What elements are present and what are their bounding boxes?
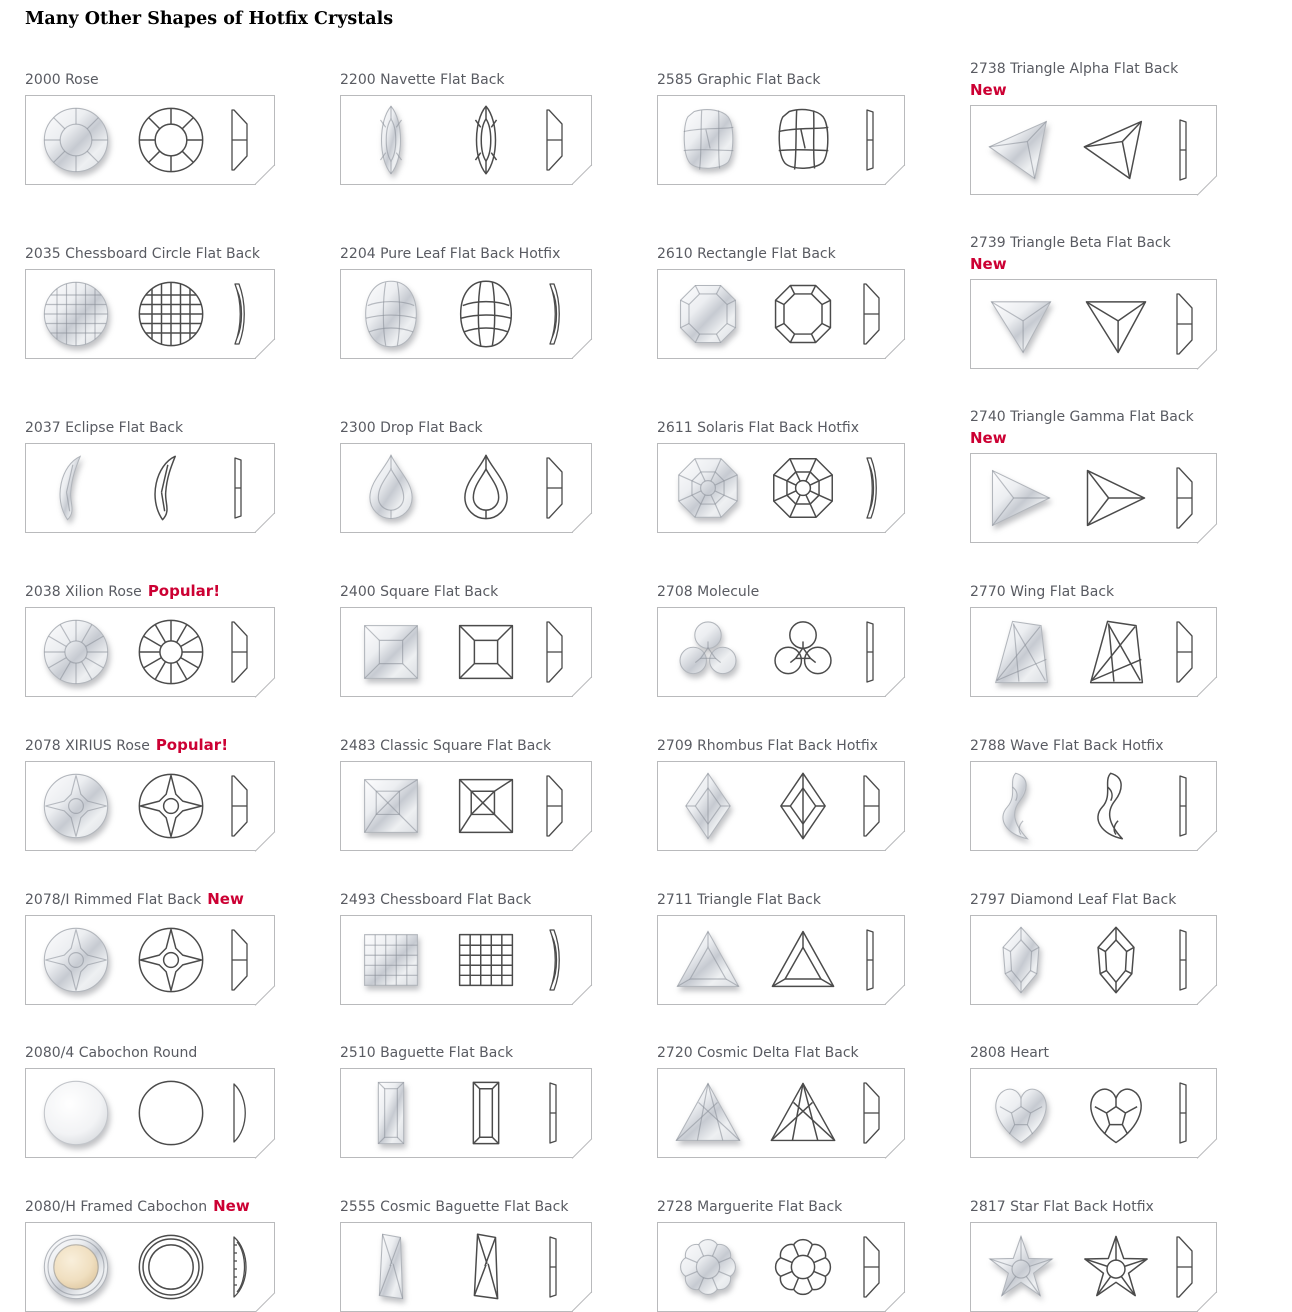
popular-badge: Popular! — [147, 582, 221, 600]
crystal-label — [970, 407, 1217, 449]
crystal-card — [25, 95, 275, 185]
crystal-item — [340, 736, 592, 851]
triangle-top-view-icon — [765, 922, 841, 998]
crystal-label — [970, 1197, 1217, 1218]
pure_leaf-photo-icon — [353, 276, 429, 352]
eclipse-side-view-icon — [224, 450, 254, 526]
crystal-label-text: 2610 Rectangle Flat Back — [657, 245, 836, 262]
rhombus-photo-icon — [670, 768, 746, 844]
xilion-photo-icon — [38, 614, 114, 690]
crystal-label-text: 2483 Classic Square Flat Back — [340, 737, 552, 754]
crystal-label — [970, 736, 1217, 757]
wave-photo-icon — [983, 768, 1059, 844]
triangle_gamma-side-view-icon — [1169, 460, 1199, 536]
xirius-top-view-icon — [133, 768, 209, 844]
crystal-label-text: 2510 Baguette Flat Back — [340, 1045, 514, 1061]
rose-top-view-icon — [133, 102, 209, 178]
crystal-item — [25, 418, 275, 533]
diamond_leaf-top-view-icon — [1078, 922, 1154, 998]
new-badge: New — [970, 255, 1007, 273]
baguette-side-view-icon — [539, 1075, 569, 1151]
crystal-item — [657, 1197, 905, 1312]
crystal-item — [970, 890, 1217, 1005]
xirius-top-view-icon — [133, 922, 209, 998]
triangle_gamma-photo-icon — [983, 460, 1059, 536]
diamond_leaf-side-view-icon — [1169, 922, 1199, 998]
crystal-item — [970, 582, 1217, 697]
crystal-label-text: 2400 Square Flat Back — [340, 583, 499, 600]
drop-photo-icon — [353, 450, 429, 526]
cosmic_delta-top-view-icon — [765, 1075, 841, 1151]
wing-side-view-icon — [1169, 614, 1199, 690]
crystal-card — [657, 915, 905, 1005]
framed_cabochon-photo-icon — [38, 1229, 114, 1305]
crystal-label — [340, 418, 592, 439]
crystal-item — [970, 736, 1217, 851]
crystal-card — [970, 453, 1217, 543]
new-badge: New — [970, 429, 1007, 447]
new-badge: New — [207, 890, 244, 908]
cosmic_baguette-top-view-icon — [448, 1229, 524, 1305]
drop-side-view-icon — [539, 450, 569, 526]
crystal-card — [340, 269, 592, 359]
xirius-photo-icon — [38, 922, 114, 998]
crystal-card — [25, 1068, 275, 1158]
molecule-top-view-icon — [765, 614, 841, 690]
crystal-item — [340, 1197, 592, 1312]
baguette-photo-icon — [353, 1075, 429, 1151]
crystal-item — [970, 1197, 1217, 1312]
crystal-label — [25, 70, 275, 91]
crystal-item — [657, 582, 905, 697]
heart-photo-icon — [983, 1075, 1059, 1151]
crystal-label — [970, 59, 1217, 101]
xirius-photo-icon — [38, 768, 114, 844]
crystal-item — [657, 418, 905, 533]
cosmic_baguette-photo-icon — [353, 1229, 429, 1305]
crystal-item — [970, 59, 1217, 195]
framed_cabochon-side-view-icon — [224, 1229, 254, 1305]
xirius-side-view-icon — [224, 768, 254, 844]
eclipse-photo-icon — [38, 450, 114, 526]
crystal-item — [25, 889, 275, 1005]
solaris-side-view-icon — [856, 450, 886, 526]
crystal-label — [657, 418, 905, 439]
crystal-item — [340, 70, 592, 185]
crystal-card — [970, 761, 1217, 851]
crystal-card — [340, 607, 592, 697]
crystal-label-text: 2078 XIRIUS Rose — [25, 738, 150, 754]
rhombus-top-view-icon — [765, 768, 841, 844]
triangle-photo-icon — [670, 922, 746, 998]
crystal-label — [340, 582, 592, 603]
crystal-label — [340, 890, 592, 911]
crystal-label-text: 2708 Molecule — [657, 583, 760, 600]
graphic-photo-icon — [670, 102, 746, 178]
crystal-label-text: 2817 Star Flat Back Hotfix — [970, 1198, 1154, 1215]
triangle_alpha-side-view-icon — [1169, 112, 1199, 188]
crystal-label-text: 2808 Heart — [970, 1045, 1050, 1061]
heart-side-view-icon — [1169, 1075, 1199, 1151]
crystal-item — [970, 1043, 1217, 1158]
crystal-label — [657, 1197, 905, 1218]
diamond_leaf-photo-icon — [983, 922, 1059, 998]
crystal-card — [657, 443, 905, 533]
new-badge: New — [970, 81, 1007, 99]
crystal-label-text: 2711 Triangle Flat Back — [657, 891, 821, 908]
crystal-card — [657, 1222, 905, 1312]
crystal-label — [657, 244, 905, 265]
crystal-item — [25, 581, 275, 697]
triangle_alpha-photo-icon — [983, 112, 1059, 188]
classic_square-side-view-icon — [539, 768, 569, 844]
solaris-photo-icon — [670, 450, 746, 526]
rectangle-top-view-icon — [765, 276, 841, 352]
eclipse-top-view-icon — [133, 450, 209, 526]
crystal-item — [340, 890, 592, 1005]
triangle_gamma-top-view-icon — [1078, 460, 1154, 536]
cabochon-top-view-icon — [133, 1075, 209, 1151]
crystal-label-text: 2788 Wave Flat Back Hotfix — [970, 737, 1164, 754]
crystal-item — [340, 418, 592, 533]
crystal-grid — [25, 59, 1292, 1312]
crystal-item — [657, 1043, 905, 1158]
crystal-card — [657, 1068, 905, 1158]
cosmic_delta-photo-icon — [670, 1075, 746, 1151]
crystal-label — [970, 582, 1217, 603]
chessboard_square-photo-icon — [353, 922, 429, 998]
navette-top-view-icon — [448, 102, 524, 178]
crystal-label-text: 2740 Triangle Gamma Flat Back — [970, 409, 1194, 425]
crystal-label-text: 2728 Marguerite Flat Back — [657, 1198, 843, 1215]
chessboard_circle-top-view-icon — [133, 276, 209, 352]
pure_leaf-top-view-icon — [448, 276, 524, 352]
marguerite-side-view-icon — [856, 1229, 886, 1305]
rhombus-side-view-icon — [856, 768, 886, 844]
crystal-item — [340, 1043, 592, 1158]
star-photo-icon — [983, 1229, 1059, 1305]
crystal-card — [970, 105, 1217, 195]
crystal-card — [340, 761, 592, 851]
crystal-item — [970, 407, 1217, 543]
crystal-label-text: 2709 Rhombus Flat Back Hotfix — [657, 737, 878, 754]
crystal-label — [657, 890, 905, 911]
crystal-item — [25, 244, 275, 359]
crystal-label-text: 2080/H Framed Cabochon — [25, 1199, 208, 1215]
crystal-item — [25, 735, 275, 851]
crystal-card — [340, 1068, 592, 1158]
xilion-side-view-icon — [224, 614, 254, 690]
crystal-card — [340, 915, 592, 1005]
triangle_beta-side-view-icon — [1169, 286, 1199, 362]
crystal-card — [657, 269, 905, 359]
crystal-label — [970, 1043, 1217, 1064]
molecule-side-view-icon — [856, 614, 886, 690]
crystal-label — [970, 890, 1217, 911]
crystal-card — [25, 443, 275, 533]
triangle_alpha-top-view-icon — [1078, 112, 1154, 188]
crystal-card — [970, 1222, 1217, 1312]
cabochon-side-view-icon — [224, 1075, 254, 1151]
wave-top-view-icon — [1078, 768, 1154, 844]
crystal-label-text: 2797 Diamond Leaf Flat Back — [970, 891, 1177, 908]
cosmic_delta-side-view-icon — [856, 1075, 886, 1151]
crystal-card — [657, 95, 905, 185]
crystal-card — [970, 607, 1217, 697]
heart-top-view-icon — [1078, 1075, 1154, 1151]
crystal-label-text: 2035 Chessboard Circle Flat Back — [25, 245, 261, 262]
crystal-label — [340, 1197, 592, 1218]
chessboard_square-side-view-icon — [539, 922, 569, 998]
crystal-label-text: 2585 Graphic Flat Back — [657, 71, 821, 88]
crystal-card — [25, 915, 275, 1005]
crystal-card — [970, 915, 1217, 1005]
crystal-card — [340, 443, 592, 533]
triangle-side-view-icon — [856, 922, 886, 998]
crystal-label-text: 2739 Triangle Beta Flat Back — [970, 235, 1171, 251]
crystal-label-text: 2770 Wing Flat Back — [970, 583, 1115, 600]
square-top-view-icon — [448, 614, 524, 690]
square-side-view-icon — [539, 614, 569, 690]
crystal-label — [25, 418, 275, 439]
crystal-label — [970, 233, 1217, 275]
crystal-card — [340, 1222, 592, 1312]
cabochon-photo-icon — [38, 1075, 114, 1151]
wave-side-view-icon — [1169, 768, 1199, 844]
crystal-label — [25, 1043, 275, 1064]
crystal-label-text: 2720 Cosmic Delta Flat Back — [657, 1045, 859, 1061]
crystal-label — [25, 889, 275, 911]
triangle_beta-top-view-icon — [1078, 286, 1154, 362]
crystal-label — [25, 581, 275, 603]
crystal-item — [25, 1043, 275, 1158]
crystal-label-text: 2204 Pure Leaf Flat Back Hotfix — [340, 245, 561, 262]
molecule-photo-icon — [670, 614, 746, 690]
rectangle-side-view-icon — [856, 276, 886, 352]
crystal-label-text: 2037 Eclipse Flat Back — [25, 419, 184, 436]
crystal-card — [25, 269, 275, 359]
crystal-label — [657, 70, 905, 91]
crystal-card — [657, 761, 905, 851]
classic_square-top-view-icon — [448, 768, 524, 844]
solaris-top-view-icon — [765, 450, 841, 526]
crystal-label-text: 2738 Triangle Alpha Flat Back — [970, 61, 1179, 77]
drop-top-view-icon — [448, 450, 524, 526]
rectangle-photo-icon — [670, 276, 746, 352]
crystal-card — [25, 761, 275, 851]
classic_square-photo-icon — [353, 768, 429, 844]
crystal-label — [657, 1043, 905, 1064]
pure_leaf-side-view-icon — [539, 276, 569, 352]
crystal-label-text: 2000 Rose — [25, 71, 99, 88]
crystal-card — [970, 279, 1217, 369]
framed_cabochon-top-view-icon — [133, 1229, 209, 1305]
crystal-item — [340, 582, 592, 697]
page-title: Many Other Shapes of Hotfix Crystals — [25, 9, 394, 29]
crystal-label — [25, 244, 275, 265]
crystal-label — [340, 70, 592, 91]
baguette-top-view-icon — [448, 1075, 524, 1151]
crystal-card — [340, 95, 592, 185]
cosmic_baguette-side-view-icon — [539, 1229, 569, 1305]
rose-side-view-icon — [224, 102, 254, 178]
crystal-label-text: 2493 Chessboard Flat Back — [340, 891, 532, 908]
crystal-label — [657, 582, 905, 603]
crystal-label-text: 2080/4 Cabochon Round — [25, 1045, 198, 1061]
crystal-item — [970, 233, 1217, 369]
crystal-item — [657, 890, 905, 1005]
crystal-card — [657, 607, 905, 697]
rose-photo-icon — [38, 102, 114, 178]
crystal-item — [657, 70, 905, 185]
star-top-view-icon — [1078, 1229, 1154, 1305]
square-photo-icon — [353, 614, 429, 690]
crystal-label-text: 2038 Xilion Rose — [25, 584, 142, 600]
crystal-label — [340, 736, 592, 757]
crystal-card — [25, 1222, 275, 1312]
triangle_beta-photo-icon — [983, 286, 1059, 362]
crystal-label-text: 2078/I Rimmed Flat Back — [25, 892, 202, 908]
crystal-card — [970, 1068, 1217, 1158]
new-badge: New — [213, 1197, 250, 1215]
crystal-item — [340, 244, 592, 359]
crystal-label-text: 2200 Navette Flat Back — [340, 71, 505, 88]
crystal-label — [25, 1196, 275, 1218]
crystal-label-text: 2300 Drop Flat Back — [340, 419, 483, 436]
xilion-top-view-icon — [133, 614, 209, 690]
crystal-label-text: 2555 Cosmic Baguette Flat Back — [340, 1198, 569, 1215]
crystal-label — [340, 1043, 592, 1064]
marguerite-photo-icon — [670, 1229, 746, 1305]
wing-photo-icon — [983, 614, 1059, 690]
crystal-label-text: 2611 Solaris Flat Back Hotfix — [657, 419, 859, 436]
chessboard_circle-side-view-icon — [224, 276, 254, 352]
navette-photo-icon — [353, 102, 429, 178]
crystal-label — [340, 244, 592, 265]
graphic-top-view-icon — [765, 102, 841, 178]
chessboard_circle-photo-icon — [38, 276, 114, 352]
crystal-card — [25, 607, 275, 697]
graphic-side-view-icon — [856, 102, 886, 178]
navette-side-view-icon — [539, 102, 569, 178]
xirius-side-view-icon — [224, 922, 254, 998]
crystal-label — [25, 735, 275, 757]
wing-top-view-icon — [1078, 614, 1154, 690]
crystal-item — [657, 736, 905, 851]
marguerite-top-view-icon — [765, 1229, 841, 1305]
star-side-view-icon — [1169, 1229, 1199, 1305]
crystal-item — [657, 244, 905, 359]
crystal-item — [25, 70, 275, 185]
chessboard_square-top-view-icon — [448, 922, 524, 998]
popular-badge: Popular! — [155, 736, 229, 754]
crystal-label — [657, 736, 905, 757]
crystal-item — [25, 1196, 275, 1312]
